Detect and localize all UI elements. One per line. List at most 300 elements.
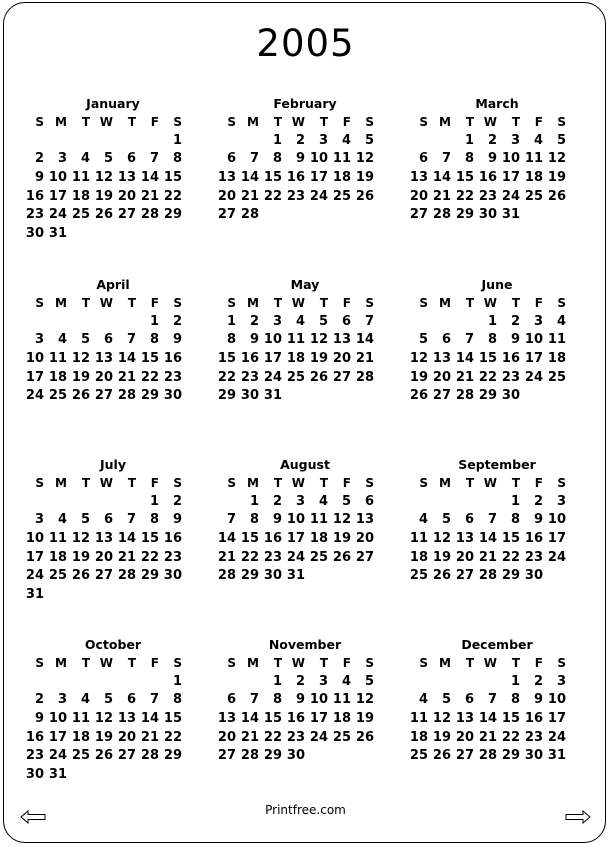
weekday-header: T — [273, 296, 282, 310]
day-cell: 13 — [94, 531, 113, 547]
day-cell: 6 — [103, 332, 113, 348]
day-cell: 12 — [71, 351, 90, 367]
weekday-header: S — [557, 296, 566, 310]
day-cell: 6 — [464, 692, 474, 708]
day-cell: 8 — [272, 692, 282, 708]
day-cell: 9 — [533, 692, 543, 708]
day-cell: 11 — [71, 170, 90, 186]
day-cell: 22 — [263, 729, 282, 745]
weekday-header: T — [319, 656, 328, 670]
day-cell: 9 — [272, 512, 282, 528]
day-cell: 18 — [332, 170, 351, 186]
day-cell: 29 — [217, 388, 236, 404]
day-cell: 29 — [163, 207, 182, 223]
day-cell: 9 — [34, 711, 44, 727]
day-cell: 2 — [510, 313, 520, 329]
day-cell: 26 — [547, 188, 566, 204]
month-name: April — [96, 277, 130, 292]
day-cell: 11 — [409, 711, 428, 727]
day-cell: 13 — [217, 170, 236, 186]
day-cell: 15 — [501, 531, 520, 547]
empty-cell — [24, 673, 47, 692]
day-cell: 28 — [140, 748, 159, 764]
weekday-header: S — [35, 115, 44, 129]
empty-cell — [47, 673, 70, 692]
day-cell: 19 — [355, 711, 374, 727]
empty-cell — [454, 313, 477, 332]
day-cell: 30 — [524, 748, 543, 764]
month-grid — [216, 113, 386, 225]
day-cell: 10 — [501, 151, 520, 167]
day-cell: 28 — [355, 369, 374, 385]
weekday-header: S — [173, 296, 182, 310]
day-cell: 29 — [263, 748, 282, 764]
empty-cell — [47, 132, 70, 151]
day-cell: 21 — [355, 351, 374, 367]
day-cell: 30 — [286, 748, 305, 764]
weekday-header: W — [99, 115, 113, 129]
day-cell: 5 — [80, 332, 90, 348]
weekday-header: W — [483, 296, 497, 310]
day-cell: 26 — [432, 568, 451, 584]
right-arrow-icon[interactable] — [565, 810, 591, 824]
day-cell: 12 — [432, 711, 451, 727]
empty-cell — [239, 132, 262, 151]
day-cell: 13 — [94, 351, 113, 367]
day-cell: 4 — [80, 692, 90, 708]
day-cell: 29 — [478, 388, 497, 404]
day-cell: 24 — [25, 388, 44, 404]
day-cell: 29 — [501, 568, 520, 584]
day-cell: 1 — [272, 673, 282, 689]
day-cell: 21 — [478, 729, 497, 745]
month-august — [216, 456, 386, 586]
day-cell: 16 — [240, 351, 259, 367]
day-cell: 31 — [263, 388, 282, 404]
day-cell: 3 — [34, 332, 44, 348]
day-cell: 16 — [478, 170, 497, 186]
weekday-header: T — [511, 476, 520, 490]
day-cell: 22 — [455, 188, 474, 204]
weekday-header: T — [465, 296, 474, 310]
day-cell: 28 — [240, 748, 259, 764]
month-march — [408, 95, 578, 225]
day-cell: 18 — [524, 170, 543, 186]
day-cell: 27 — [432, 388, 451, 404]
day-cell: 8 — [249, 512, 259, 528]
day-cell: 11 — [547, 332, 566, 348]
day-cell: 1 — [149, 313, 159, 329]
empty-cell — [70, 673, 93, 692]
day-cell: 2 — [272, 493, 282, 509]
day-cell: 14 — [117, 531, 136, 547]
day-cell: 27 — [217, 748, 236, 764]
day-cell: 2 — [533, 493, 543, 509]
day-cell: 2 — [295, 132, 305, 148]
empty-cell — [408, 673, 431, 692]
day-cell: 12 — [332, 512, 351, 528]
day-cell: 21 — [240, 188, 259, 204]
day-cell: 25 — [409, 748, 428, 764]
day-cell: 19 — [432, 549, 451, 565]
day-cell: 5 — [441, 512, 451, 528]
day-cell: 29 — [240, 568, 259, 584]
weekday-header: S — [365, 476, 374, 490]
weekday-header: T — [465, 656, 474, 670]
day-cell: 7 — [441, 151, 451, 167]
day-cell: 21 — [140, 188, 159, 204]
day-cell: 3 — [318, 673, 328, 689]
day-cell: 23 — [240, 369, 259, 385]
day-cell: 4 — [418, 692, 428, 708]
day-cell: 9 — [172, 512, 182, 528]
day-cell: 14 — [455, 351, 474, 367]
day-cell: 20 — [117, 729, 136, 745]
weekday-header: T — [511, 296, 520, 310]
empty-cell — [24, 493, 47, 512]
empty-cell — [408, 132, 431, 151]
weekday-header: W — [291, 115, 305, 129]
month-name: January — [86, 96, 140, 111]
day-cell: 4 — [341, 132, 351, 148]
weekday-header: S — [173, 656, 182, 670]
day-cell: 31 — [547, 748, 566, 764]
day-cell: 11 — [309, 512, 328, 528]
empty-cell — [116, 673, 139, 692]
day-cell: 27 — [409, 207, 428, 223]
day-cell: 30 — [263, 568, 282, 584]
day-cell: 24 — [286, 549, 305, 565]
weekday-header: F — [342, 296, 351, 310]
day-cell: 20 — [355, 531, 374, 547]
day-cell: 20 — [94, 369, 113, 385]
day-cell: 20 — [455, 729, 474, 745]
day-cell: 9 — [34, 170, 44, 186]
day-cell: 1 — [487, 313, 497, 329]
day-cell: 29 — [501, 748, 520, 764]
day-cell: 14 — [140, 170, 159, 186]
empty-cell — [24, 313, 47, 332]
empty-cell — [454, 673, 477, 692]
day-cell: 19 — [94, 188, 113, 204]
day-cell: 31 — [286, 568, 305, 584]
day-cell: 7 — [464, 332, 474, 348]
day-cell: 17 — [263, 351, 282, 367]
weekday-header: M — [55, 115, 67, 129]
weekday-header: W — [483, 476, 497, 490]
day-cell: 26 — [94, 207, 113, 223]
month-grid — [408, 113, 578, 225]
day-cell: 21 — [478, 549, 497, 565]
day-cell: 23 — [478, 188, 497, 204]
day-cell: 14 — [240, 711, 259, 727]
day-cell: 9 — [249, 332, 259, 348]
day-cell: 11 — [524, 151, 543, 167]
day-cell: 19 — [332, 531, 351, 547]
day-cell: 8 — [510, 512, 520, 528]
day-cell: 27 — [94, 568, 113, 584]
day-cell: 16 — [286, 711, 305, 727]
day-cell: 28 — [478, 748, 497, 764]
day-cell: 2 — [34, 692, 44, 708]
weekday-header: M — [55, 656, 67, 670]
day-cell: 24 — [309, 729, 328, 745]
day-cell: 27 — [117, 748, 136, 764]
day-cell: 24 — [524, 369, 543, 385]
day-cell: 23 — [163, 369, 182, 385]
day-cell: 17 — [547, 531, 566, 547]
day-cell: 24 — [547, 729, 566, 745]
weekday-header: M — [439, 115, 451, 129]
day-cell: 22 — [501, 729, 520, 745]
day-cell: 3 — [556, 673, 566, 689]
month-name: March — [475, 96, 519, 111]
day-cell: 20 — [409, 188, 428, 204]
day-cell: 5 — [364, 673, 374, 689]
day-cell: 30 — [25, 226, 44, 242]
day-cell: 5 — [103, 692, 113, 708]
day-cell: 29 — [140, 388, 159, 404]
day-cell: 4 — [533, 132, 543, 148]
weekday-header: S — [419, 296, 428, 310]
month-july — [24, 456, 194, 605]
day-cell: 2 — [533, 673, 543, 689]
month-january — [24, 95, 194, 244]
day-cell: 7 — [126, 512, 136, 528]
day-cell: 22 — [501, 549, 520, 565]
weekday-header: S — [365, 115, 374, 129]
weekday-header: T — [81, 296, 90, 310]
weekday-header: W — [99, 476, 113, 490]
day-cell: 22 — [140, 369, 159, 385]
day-cell: 18 — [309, 531, 328, 547]
day-cell: 17 — [524, 351, 543, 367]
empty-cell — [477, 493, 500, 512]
day-cell: 1 — [226, 313, 236, 329]
day-cell: 21 — [240, 729, 259, 745]
day-cell: 10 — [286, 512, 305, 528]
day-cell: 26 — [71, 388, 90, 404]
month-grid — [408, 294, 578, 406]
day-cell: 15 — [501, 711, 520, 727]
weekday-header: S — [173, 115, 182, 129]
empty-cell — [216, 493, 239, 512]
day-cell: 22 — [163, 729, 182, 745]
day-cell: 16 — [524, 531, 543, 547]
day-cell: 28 — [217, 568, 236, 584]
empty-cell — [93, 313, 116, 332]
day-cell: 16 — [163, 531, 182, 547]
day-cell: 23 — [25, 748, 44, 764]
day-cell: 4 — [341, 673, 351, 689]
day-cell: 12 — [94, 711, 113, 727]
day-cell: 3 — [556, 493, 566, 509]
month-name: July — [100, 457, 126, 472]
weekday-header: S — [557, 476, 566, 490]
day-cell: 7 — [487, 692, 497, 708]
day-cell: 13 — [409, 170, 428, 186]
day-cell: 16 — [163, 351, 182, 367]
day-cell: 20 — [455, 549, 474, 565]
day-cell: 22 — [478, 369, 497, 385]
day-cell: 21 — [217, 549, 236, 565]
day-cell: 7 — [364, 313, 374, 329]
day-cell: 29 — [455, 207, 474, 223]
day-cell: 14 — [432, 170, 451, 186]
day-cell: 23 — [286, 729, 305, 745]
day-cell: 12 — [547, 151, 566, 167]
day-cell: 13 — [117, 711, 136, 727]
weekday-header: M — [247, 115, 259, 129]
day-cell: 25 — [71, 748, 90, 764]
weekday-header: M — [439, 656, 451, 670]
day-cell: 12 — [409, 351, 428, 367]
day-cell: 14 — [355, 332, 374, 348]
day-cell: 14 — [117, 351, 136, 367]
day-cell: 25 — [524, 188, 543, 204]
day-cell: 10 — [547, 512, 566, 528]
day-cell: 8 — [272, 151, 282, 167]
day-cell: 16 — [25, 729, 44, 745]
weekday-header: S — [557, 656, 566, 670]
weekday-header: S — [35, 656, 44, 670]
month-grid — [216, 474, 386, 586]
day-cell: 8 — [487, 332, 497, 348]
day-cell: 17 — [547, 711, 566, 727]
day-cell: 11 — [332, 692, 351, 708]
weekday-header: S — [365, 656, 374, 670]
day-cell: 31 — [501, 207, 520, 223]
weekday-header: T — [319, 476, 328, 490]
site-credit[interactable]: Printfree.com — [265, 803, 346, 817]
day-cell: 20 — [217, 729, 236, 745]
day-cell: 4 — [57, 512, 67, 528]
day-cell: 8 — [149, 332, 159, 348]
day-cell: 11 — [71, 711, 90, 727]
empty-cell — [477, 673, 500, 692]
weekday-header: T — [319, 296, 328, 310]
weekday-header: S — [35, 296, 44, 310]
month-september — [408, 456, 578, 586]
day-cell: 1 — [510, 493, 520, 509]
day-cell: 14 — [140, 711, 159, 727]
day-cell: 2 — [295, 673, 305, 689]
weekday-header: S — [419, 656, 428, 670]
day-cell: 8 — [149, 512, 159, 528]
day-cell: 22 — [263, 188, 282, 204]
empty-cell — [70, 313, 93, 332]
day-cell: 5 — [318, 313, 328, 329]
day-cell: 19 — [94, 729, 113, 745]
day-cell: 30 — [240, 388, 259, 404]
day-cell: 15 — [140, 531, 159, 547]
month-december — [408, 636, 578, 766]
day-cell: 12 — [71, 531, 90, 547]
empty-cell — [93, 493, 116, 512]
day-cell: 15 — [263, 711, 282, 727]
day-cell: 10 — [25, 531, 44, 547]
weekday-header: M — [439, 476, 451, 490]
day-cell: 15 — [163, 711, 182, 727]
weekday-header: W — [291, 476, 305, 490]
day-cell: 10 — [309, 151, 328, 167]
weekday-header: T — [81, 115, 90, 129]
day-cell: 23 — [524, 729, 543, 745]
day-cell: 8 — [464, 151, 474, 167]
empty-cell — [239, 673, 262, 692]
left-arrow-icon[interactable] — [20, 810, 46, 824]
weekday-header: T — [127, 296, 136, 310]
day-cell: 10 — [48, 711, 67, 727]
day-cell: 3 — [533, 313, 543, 329]
day-cell: 17 — [286, 531, 305, 547]
day-cell: 13 — [117, 170, 136, 186]
empty-cell — [139, 673, 162, 692]
day-cell: 23 — [263, 549, 282, 565]
day-cell: 16 — [25, 188, 44, 204]
day-cell: 6 — [441, 332, 451, 348]
day-cell: 26 — [94, 748, 113, 764]
day-cell: 15 — [478, 351, 497, 367]
day-cell: 9 — [510, 332, 520, 348]
empty-cell — [93, 132, 116, 151]
day-cell: 11 — [48, 531, 67, 547]
day-cell: 6 — [103, 512, 113, 528]
day-cell: 30 — [163, 388, 182, 404]
day-cell: 14 — [478, 711, 497, 727]
day-cell: 28 — [117, 388, 136, 404]
weekday-header: M — [55, 476, 67, 490]
day-cell: 19 — [71, 549, 90, 565]
day-cell: 7 — [149, 151, 159, 167]
day-cell: 12 — [94, 170, 113, 186]
day-cell: 16 — [286, 170, 305, 186]
day-cell: 5 — [441, 692, 451, 708]
day-cell: 2 — [172, 313, 182, 329]
day-cell: 17 — [501, 170, 520, 186]
day-cell: 26 — [355, 729, 374, 745]
weekday-header: S — [227, 476, 236, 490]
day-cell: 29 — [140, 568, 159, 584]
day-cell: 1 — [510, 673, 520, 689]
day-cell: 1 — [172, 132, 182, 148]
month-grid — [216, 654, 386, 766]
day-cell: 18 — [48, 369, 67, 385]
empty-cell — [116, 493, 139, 512]
day-cell: 8 — [172, 151, 182, 167]
weekday-header: T — [127, 476, 136, 490]
weekday-header: S — [35, 476, 44, 490]
day-cell: 3 — [295, 493, 305, 509]
empty-cell — [408, 493, 431, 512]
day-cell: 2 — [34, 151, 44, 167]
day-cell: 14 — [478, 531, 497, 547]
day-cell: 8 — [226, 332, 236, 348]
day-cell: 5 — [364, 132, 374, 148]
day-cell: 10 — [48, 170, 67, 186]
day-cell: 4 — [295, 313, 305, 329]
day-cell: 24 — [48, 207, 67, 223]
day-cell: 9 — [487, 151, 497, 167]
day-cell: 24 — [547, 549, 566, 565]
day-cell: 17 — [25, 549, 44, 565]
day-cell: 15 — [140, 351, 159, 367]
day-cell: 13 — [332, 332, 351, 348]
weekday-header: W — [483, 656, 497, 670]
day-cell: 22 — [163, 188, 182, 204]
weekday-header: T — [465, 476, 474, 490]
day-cell: 31 — [25, 587, 44, 603]
